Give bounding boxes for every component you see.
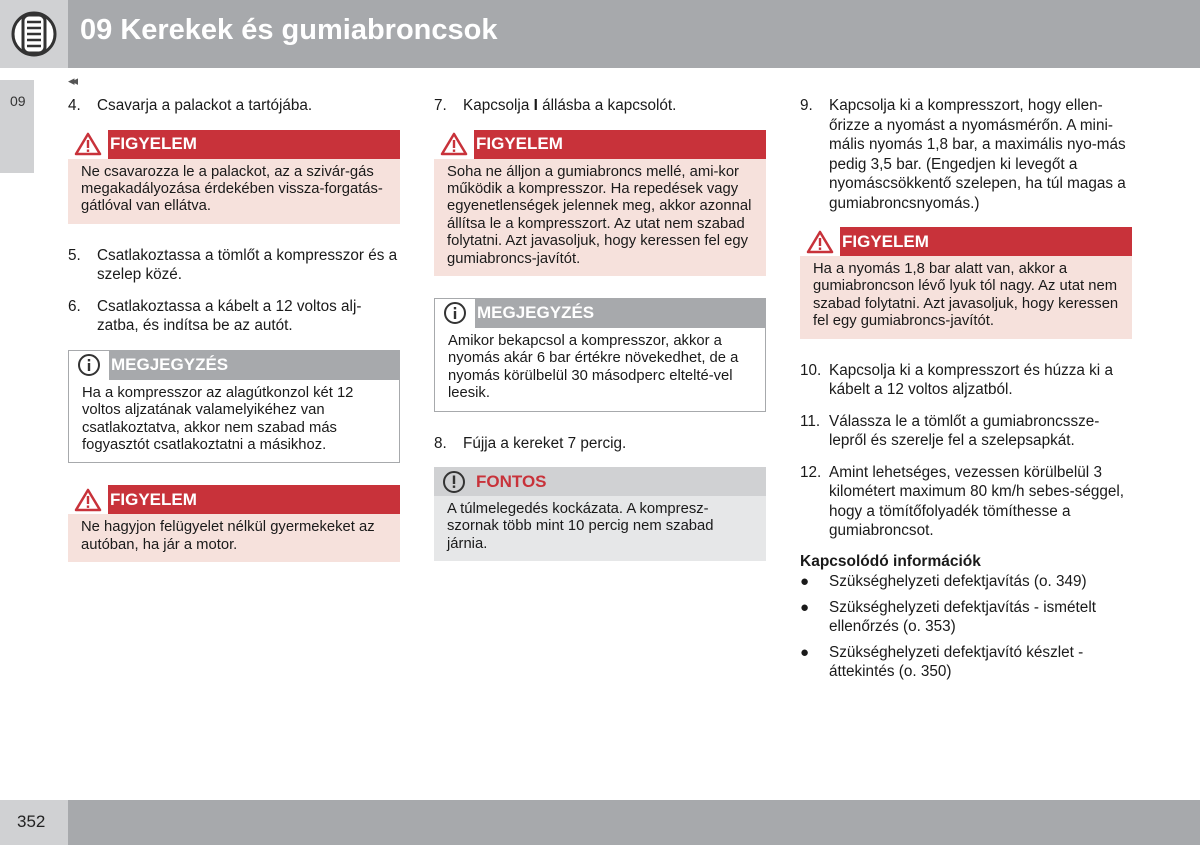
- warning-header: [68, 485, 400, 514]
- step-number: 9.: [800, 97, 813, 114]
- step-text: Csavarja a palackot a tartójába.: [97, 97, 313, 114]
- caution-text: A túlmelegedés kockázata. A kompresz-szornak több mint 10 percig nem szabad járnia.: [434, 496, 766, 561]
- exclamation-icon: [434, 467, 474, 496]
- column-3: [800, 96, 1132, 688]
- related-link[interactable]: [800, 572, 1132, 591]
- page-number: 352: [17, 812, 46, 831]
- related-link[interactable]: [800, 643, 1132, 681]
- warning-box: [68, 485, 400, 562]
- bullet-icon: ●: [800, 572, 810, 590]
- step-number: 8.: [434, 434, 447, 452]
- step-5: [68, 246, 400, 285]
- step-10: [800, 361, 1132, 400]
- step-8: [434, 434, 766, 454]
- caution-label: FONTOS: [476, 471, 547, 491]
- step-text: Kapcsolja ki a kompresszort, hogy ellen-őrizze a nyomást a nyomásmérőn. A mini-mális nyomás 1,8 bar, a maximális nyo-más pedig 3,5 bar. (Engedjen ki levegőt a nyomáscsökkentő szelepen, ha túl magas a gumiabroncsnyomás.): [829, 97, 1126, 212]
- step-text: [463, 96, 766, 116]
- note-text: Ha a kompresszor az alagútkonzol két 12 voltos aljzatának valamelyikéhez van csatlakoztatva, akkor nem szabad más fogyasztót csatlakoztatni a másikhoz.: [69, 380, 399, 463]
- chapter-side-tab-label: 09: [10, 93, 26, 109]
- caution-box: [434, 467, 766, 561]
- step-6: [68, 297, 400, 336]
- warning-box: [800, 227, 1132, 339]
- column-1: [68, 96, 400, 584]
- warning-text: Ha a nyomás 1,8 bar alatt van, akkor a gumiabroncson lévő lyuk tól nagy. Az utat nem szabad folytatni. Azt javasoljuk, hogy keressen fel egy gumiabroncs-javítót.: [800, 256, 1132, 339]
- column-2: [434, 96, 766, 583]
- warning-triangle-icon: [800, 227, 840, 256]
- warning-box: [434, 130, 766, 276]
- bullet-icon: ●: [800, 598, 810, 616]
- back-arrows-icon[interactable]: ◂◂: [68, 73, 76, 88]
- warning-header: [68, 130, 400, 159]
- chapter-side-tab[interactable]: [0, 80, 34, 173]
- related-link-text[interactable]: Szükséghelyzeti defektjavító készlet - áttekintés (o. 350): [829, 643, 1084, 680]
- warning-triangle-icon: [68, 485, 108, 514]
- warning-text: Ne hagyjon felügyelet nélkül gyermekeket az autóban, ha jár a motor.: [68, 514, 400, 562]
- warning-box: [68, 130, 400, 224]
- step-text: Kapcsolja ki a kompresszort és húzza ki a kábelt a 12 voltos aljzatból.: [829, 361, 1113, 399]
- step-number: 5.: [68, 246, 81, 264]
- related-link-text[interactable]: Szükséghelyzeti defektjavítás (o. 349): [829, 572, 1087, 590]
- page-footer: [0, 800, 1200, 845]
- warning-header: [800, 227, 1132, 256]
- note-header: [69, 351, 399, 380]
- step-text: Válassza le a tömlőt a gumiabroncssze-lepről és szerelje fel a szelepsapkát.: [829, 412, 1100, 450]
- chapter-title: 09 Kerekek és gumiabroncsok: [80, 14, 498, 46]
- warning-label: FIGYELEM: [110, 134, 197, 153]
- step-9: [800, 96, 1132, 213]
- step-text: Csatlakoztassa a tömlőt a kompresszor és a szelep közé.: [97, 246, 398, 284]
- warning-label: FIGYELEM: [110, 489, 197, 509]
- step-number: 4.: [68, 97, 81, 114]
- bullet-icon: ●: [800, 643, 810, 661]
- note-text: Amikor bekapcsol a kompresszor, akkor a nyomás akár 6 bar értékre növekedhet, de a nyomás körülbelül 30 másodperc eltelté-vel leesik.: [435, 328, 765, 411]
- tire-icon: [10, 10, 58, 58]
- warning-header: [434, 130, 766, 159]
- page-number-box: [0, 800, 68, 845]
- info-icon: [69, 351, 109, 380]
- note-header: [435, 299, 765, 328]
- note-label: MEGJEGYZÉS: [111, 355, 229, 375]
- page-header: [0, 0, 1200, 68]
- warning-text: Ne csavarozza le a palackot, az a szivár-gás megakadályozása érdekében vissza-forgatás-gátlóval van ellátva.: [68, 159, 400, 224]
- warning-triangle-icon: [68, 130, 108, 159]
- step-number: 6.: [68, 297, 81, 315]
- related-info-title: Kapcsolódó információk: [800, 552, 981, 570]
- info-icon: [435, 299, 475, 328]
- step-4: [68, 96, 400, 116]
- warning-label: FIGYELEM: [476, 134, 563, 153]
- note-box: [434, 298, 766, 412]
- step-number: 12.: [800, 463, 822, 481]
- step-11: [800, 412, 1132, 451]
- chapter-icon-box: [0, 0, 68, 68]
- step-text: Amint lehetséges, vezessen körülbelül 3 kilométert maximum 80 km/h sebes-séggel, hogy a tömítőfolyadék tömíthesse a gumiabroncsot.: [829, 463, 1124, 540]
- note-label: MEGJEGYZÉS: [477, 303, 595, 323]
- step-number: 10.: [800, 361, 822, 379]
- warning-triangle-icon: [434, 130, 474, 159]
- warning-text: Soha ne álljon a gumiabroncs mellé, ami-kor működik a kompresszor. Ha repedések vagy egyenetlenségek jelennek meg, akkor azonnal állítsa le a kompresszort. Az utat nem szabad folytatni. Azt javasoljuk, hogy keressen fel egy gumiabroncs-javítót.: [434, 159, 766, 276]
- switch-position: I: [533, 97, 538, 114]
- step-text: Csatlakoztassa a kábelt a 12 voltos alj-zatba, és indítsa be az autót.: [97, 297, 362, 335]
- step-text-part: Kapcsolja: [463, 97, 534, 114]
- related-link[interactable]: [800, 598, 1132, 636]
- step-number: 11.: [800, 412, 821, 430]
- note-box: [68, 350, 400, 464]
- step-number: 7.: [434, 97, 447, 114]
- caution-header: [434, 467, 766, 496]
- related-link-text[interactable]: Szükséghelyzeti defektjavítás - ismételt ellenőrzés (o. 353): [829, 598, 1096, 635]
- step-12: [800, 463, 1132, 541]
- step-text: Fújja a kereket 7 percig.: [463, 434, 627, 452]
- warning-label: FIGYELEM: [842, 231, 929, 251]
- step-7: [434, 96, 766, 116]
- step-text-part: állásba a kapcsolót.: [537, 97, 677, 114]
